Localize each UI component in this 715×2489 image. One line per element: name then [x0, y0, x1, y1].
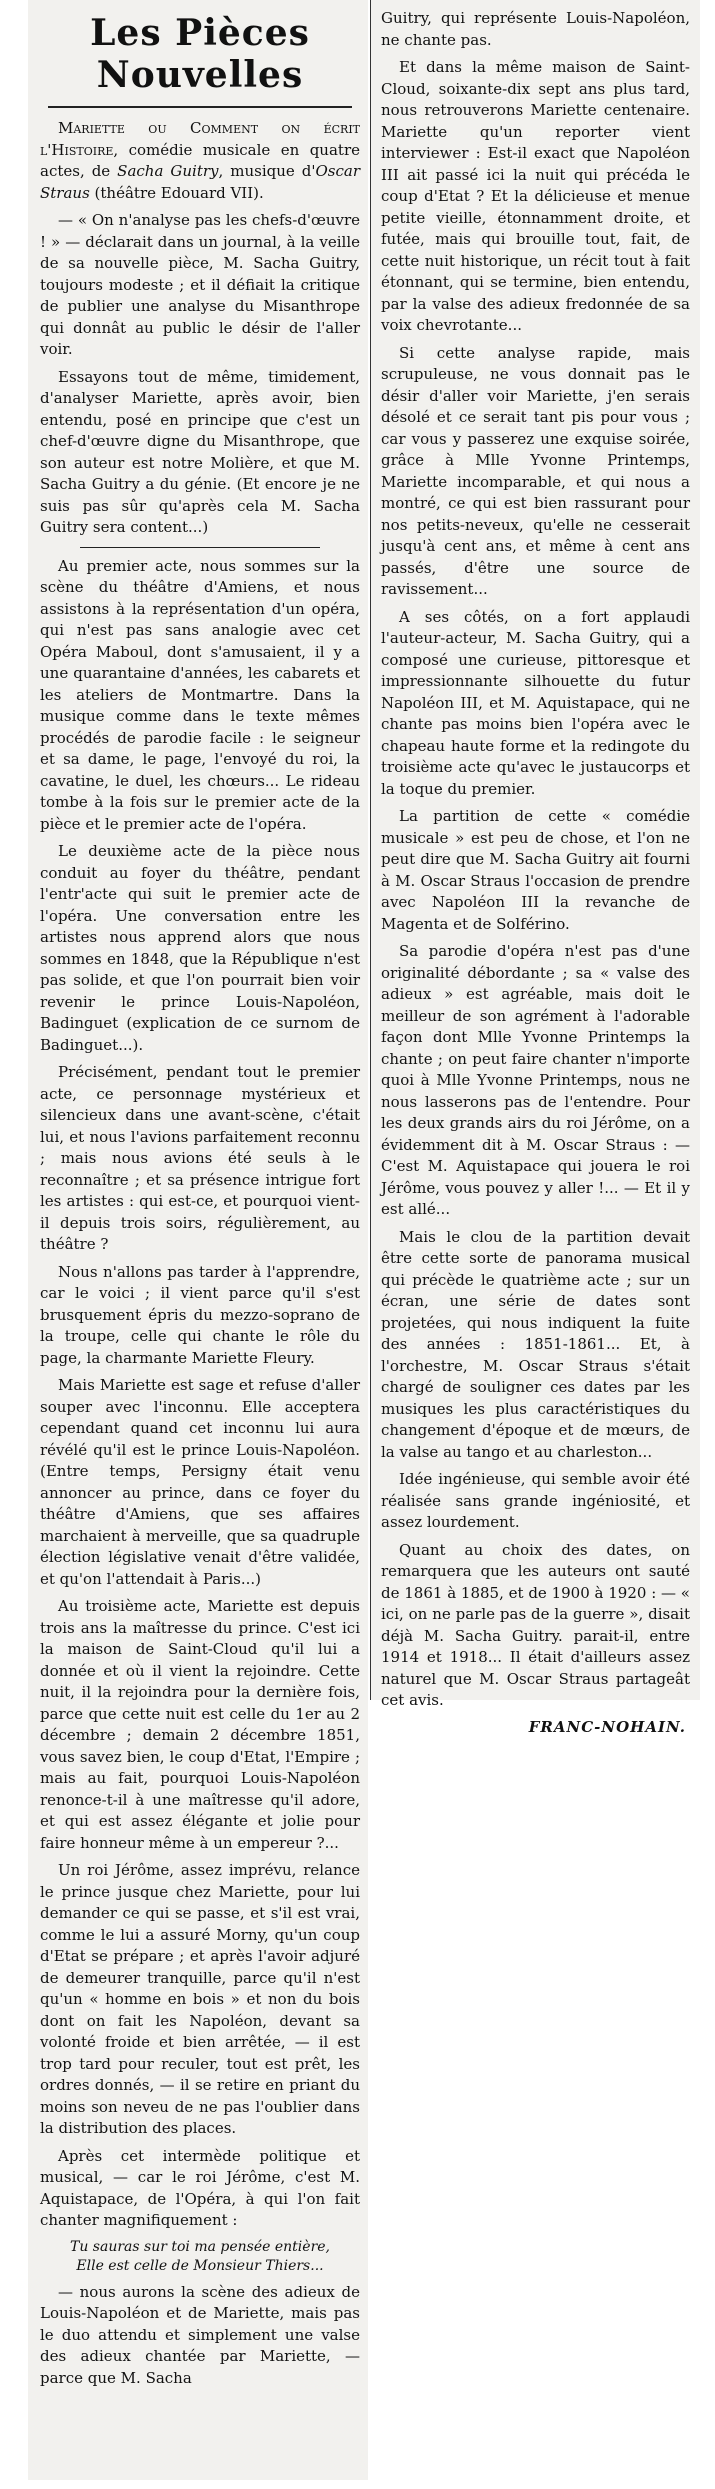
page-title: Les Pièces Nouvelles: [90, 12, 310, 96]
paragraph: Nous n'allons pas tarder à l'apprendre, car le voici ; il vient parce qu'il s'est brusquement épris du mezzo-soprano de la troupe, celle qui chante le rôle du page, la charmante Mariette Fleury.: [40, 1262, 360, 1367]
paragraph: Mais Mariette est sage et refuse d'aller souper avec l'inconnu. Elle acceptera cependant quand cet inconnu lui aura révélé qu'il est le prince Louis-Napoléon. (Entre temps, Persigny était venu annoncer au prince, dans ce foyer du théâtre d'Amiens, que ses affaires marchaient à merveille, que sa quadruple élection législative venait d'être validée, et qu'on l'attendait à Paris...): [40, 1376, 360, 1588]
play-composer: Oscar Straus: [40, 162, 360, 202]
paragraph: Essayons tout de même, timidement, d'analyser Mariette, après avoir, bien entendu, posé en principe que c'est un chef-d'œuvre digne du Misanthrope, que son auteur est notre Molière, et que M. Sacha Guitry a du génie. (Et encore je ne suis pas sûr qu'après cela M. Sacha Guitry sera content...): [40, 367, 360, 536]
paragraph: Idée ingénieuse, qui semble avoir été réalisée sans grande ingéniosité, et assez lourdement.: [381, 1470, 690, 1531]
paragraph: Sa parodie d'opéra n'est pas d'une originalité débordante ; sa « valse des adieux » est agréable, mais doit le meilleur de son agrément à l'adorable façon dont Mlle Yvonne Printemps la chante ; on peut faire chanter n'importe quoi à Mlle Yvonne Printemps, nous ne nous lasserons pas de l'entendre. Pour les deux grands airs du roi Jérôme, on a évidemment dit à M. Oscar Straus : — C'est M. Aquistapace qui jouera le roi Jérôme, vous pouvez y aller !... — Et il y est allé...: [381, 942, 690, 1218]
paragraph: Et dans la même maison de Saint-Cloud, soixante-dix sept ans plus tard, nous retrouverons Mariette centenaire. Mariette qu'un reporter vient interviewer : Est-il exact que Napoléon III ait passé ici la nuit qui précéda le coup d'Etat ? Et la délicieuse et menue petite vieille, étonnamment droite, et futée, mais qui brouille tout, fait, de cette nuit historique, un récit tout à fait étonnant, qui se termine, bien entendu, par la valse des adieux fredonnée de sa voix chevrotante...: [381, 58, 690, 334]
paragraph: A ses côtés, on a fort applaudi l'auteur-acteur, M. Sacha Guitry, qui a composé une curieuse, pittoresque et impressionnante silhouette du futur Napoléon III, et M. Aquistapace, qui ne chante pas moins bien l'opéra avec le chapeau haute forme et la redingote du troisième acte qu'avec le justaucorps et la toque du premier.: [381, 607, 690, 798]
paragraph: Quant au choix des dates, on remarquera que les auteurs ont sauté de 1861 à 1885, et de 1900 à 1920 : — « ici, on ne parle pas de la guerre », disait déjà M. Sacha Guitry. parait-il, entre 1914 et 1918... Il était d'ailleurs assez naturel que M. Oscar Straus partageât cet avis.: [381, 1540, 690, 1709]
verse-quote: [40, 2238, 360, 2276]
play-desc: , comédie musicale en quatre actes, de: [40, 140, 360, 180]
paragraph: Un roi Jérôme, assez imprévu, relance le prince jusque chez Mariette, pour lui demander ce qui se passe, et s'il est vrai, comme le lui a assuré Morny, qu'un coup d'Etat se prépare ; et après l'avoir adjuré de demeurer tranquille, parce qu'il n'est qu'un « homme en bois » et non du bois dont on fait les Napoléon, devant sa volonté froide et bien arrêtée, — il est trop tard pour reculer, tout est prêt, les ordres donnés, — il se retire en priant du moins son neveu de ne pas l'oublier dans la distribution des places.: [40, 1861, 360, 2137]
paragraph: Précisément, pendant tout le premier acte, ce personnage mystérieux et silencieux dans une avant-scène, c'était lui, et nous l'avions parfaitement reconnu ; mais nous avions été seuls à le reconnaître ; et sa présence intrigue fort les artistes : qui est-ce, et pourquoi vient-il depuis trois soirs, régulièrement, au théâtre ?: [40, 1063, 360, 1253]
right-column: [370, 0, 700, 1736]
verse-line: Tu sauras sur toi ma pensée entière,: [69, 2238, 330, 2255]
section-rule: [80, 547, 320, 548]
title-rule: [48, 106, 352, 108]
author-signature: FRANC-NOHAIN.: [528, 1717, 686, 1736]
paragraph: Au premier acte, nous sommes sur la scène du théâtre d'Amiens, et nous assistons à la représentation d'un opéra, qui n'est pas sans analogie avec cet Opéra Maboul, dont s'amusaient, il y a une quarantaine d'années, les cabarets et les ateliers de Montmartre. Dans la musique comme dans le texte mêmes procédés de parodie facile : le seigneur et sa dame, le page, l'envoyé du roi, la cavatine, le duel, les chœurs... Le rideau tombe à la fois sur le premier acte de la pièce et le premier acte de l'opéra.: [40, 556, 360, 833]
paragraph: Si cette analyse rapide, mais scrupuleuse, ne vous donnait pas le désir d'aller voir Mariette, j'en serais désolé et ce serait tant pis pour vous ; car vous y passerez une exquise soirée, grâce à Mlle Yvonne Printemps, Mariette incomparable, et qui nous a montré, ce qui est bien rassurant pour nos petits-neveux, qu'elle ne cesserait jusqu'à cent ans, et même à cent ans passés, d'être une source de ravissement...: [381, 343, 690, 598]
play-mid: , musique d': [218, 162, 316, 180]
paragraph: — « On n'analyse pas les chefs-d'œuvre ! » — déclarait dans un journal, à la veille de sa nouvelle pièce, M. Sacha Guitry, toujours modeste ; et il défiait la critique de publier une analyse du Misanthrope qui donnât au public le désir de l'aller voir.: [40, 211, 360, 358]
paragraph: — nous aurons la scène des adieux de Louis-Napoléon et de Mariette, mais pas le duo attendu et simplement une valse des adieux chantée par Mariette, — parce que M. Sacha: [40, 2282, 360, 2387]
left-column: [28, 0, 368, 2480]
play-theatre: (théâtre Edouard VII).: [89, 183, 264, 202]
play-credits: [40, 118, 360, 204]
paragraph: La partition de cette « comédie musicale » est peu de chose, et l'on ne peut dire que M. Sacha Guitry ait fourni à M. Oscar Straus l'occasion de prendre avec Napoléon III la revanche de Magenta et de Solférino.: [381, 807, 690, 933]
paragraph: Guitry, qui représente Louis-Napoléon, ne chante pas.: [381, 9, 690, 49]
play-author: Sacha Guitry: [117, 162, 219, 180]
paragraph: Au troisième acte, Mariette est depuis trois ans la maîtresse du prince. C'est ici la maison de Saint-Cloud qu'il lui a donnée et où il vient la rejoindre. Cette nuit, il la rejoindra pour la dernière fois, parce que cette nuit est celle du 1er au 2 décembre ; demain 2 décembre 1851, vous savez bien, le coup d'Etat, l'Empire ; mais au fait, pourquoi Louis-Napoléon renonce-t-il à une maîtresse qu'il adore, et qui est assez élégante et jolie pour faire honneur même à un empereur ?...: [40, 1597, 360, 1852]
paragraph: Mais le clou de la partition devait être cette sorte de panorama musical qui précède le quatrième acte ; sur un écran, une série de dates sont projetées, qui nous indiquent la fuite des années : 1851-1861... Et, à l'orchestre, M. Oscar Straus s'était chargé de souligner ces dates par les musiques les plus caractéristiques du changement d'époque et de mœurs, de la valse au tango et au charleston...: [381, 1227, 690, 1461]
play-title: Mariette ou Comment on écrit l'Histoire: [40, 119, 360, 159]
paragraph: Le deuxième acte de la pièce nous conduit au foyer du théâtre, pendant l'entr'acte qui suit le premier acte de l'opéra. Une conversation entre les artistes nous apprend alors que nous sommes en 1848, que la République n'est pas solide, et que l'on pourrait bien voir revenir le prince Louis-Napoléon, Badinguet (explication de ce surnom de Badinguet...).: [40, 842, 360, 1054]
verse-line: Elle est celle de Monsieur Thiers...: [76, 2257, 324, 2274]
paragraph: Après cet intermède politique et musical, — car le roi Jérôme, c'est M. Aquistapace, de l'Opéra, à qui l'on fait chanter magnifiquement :: [40, 2146, 360, 2229]
